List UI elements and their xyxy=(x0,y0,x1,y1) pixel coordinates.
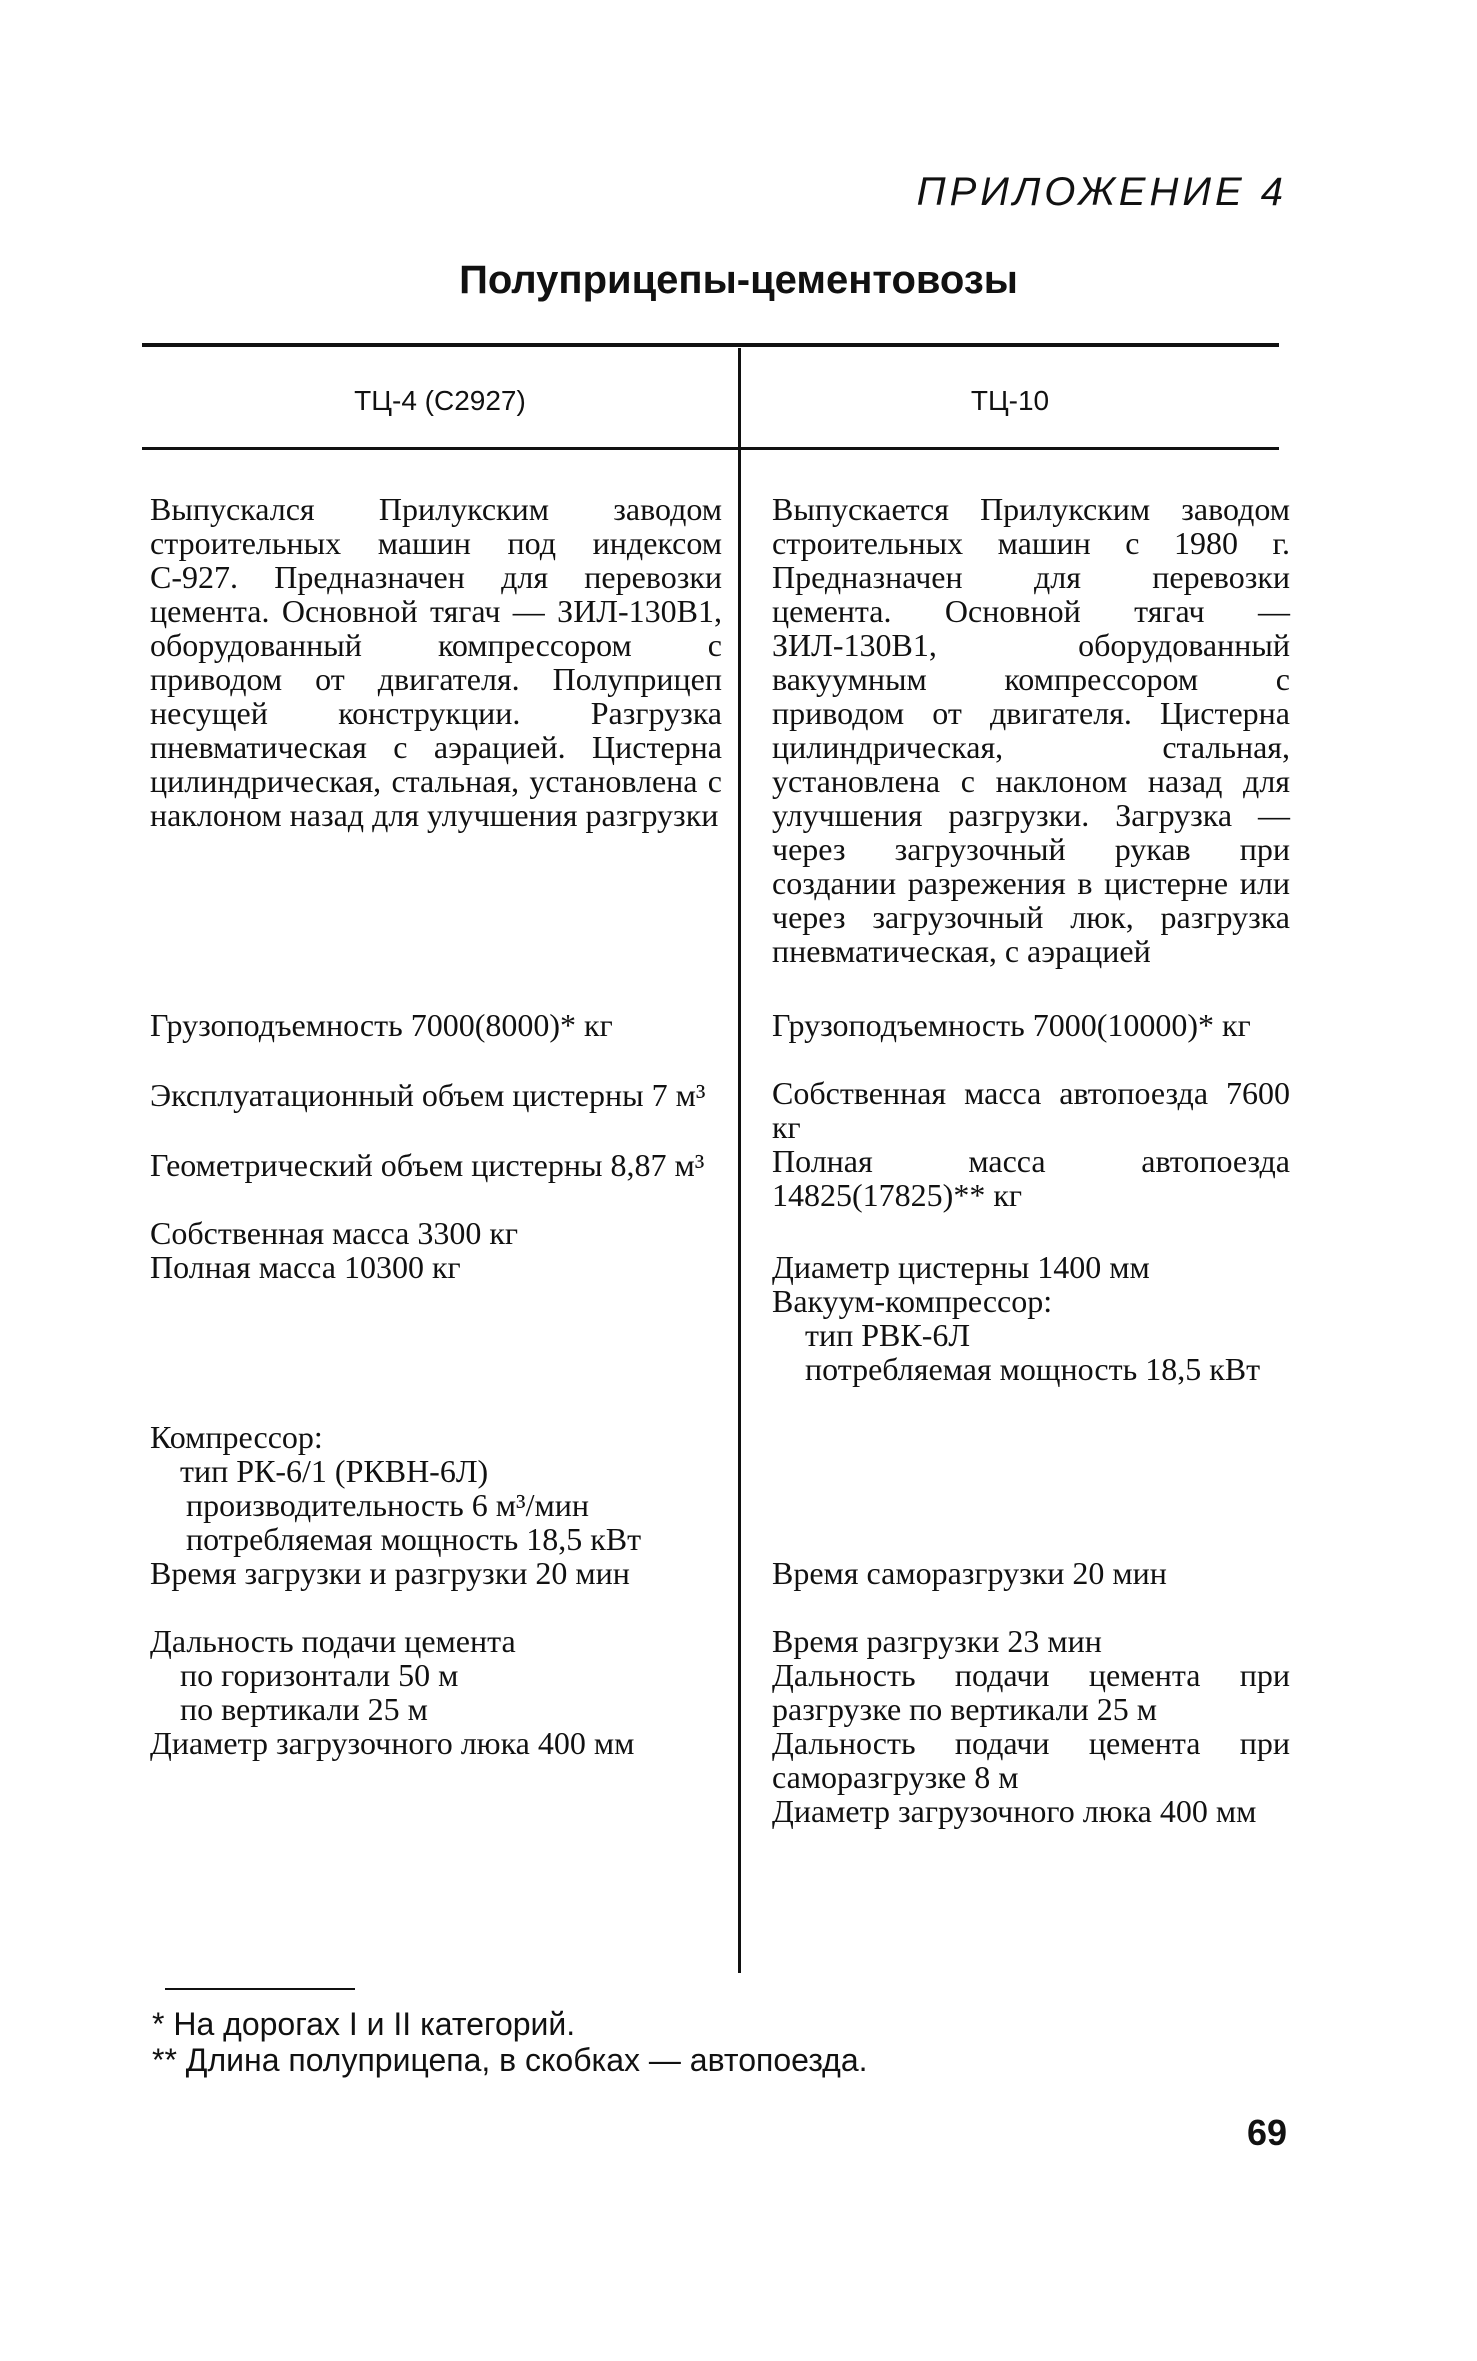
appendix-label: ПРИЛОЖЕНИЕ 4 xyxy=(916,170,1287,214)
column-divider xyxy=(738,348,741,1973)
column-header-tc4: ТЦ-4 (С2927) xyxy=(354,385,526,416)
tc4-geometric-volume: Геометрический объем цистерны 8,87 м³ xyxy=(150,1147,705,1183)
tc4-description: Выпускался Прилукским заводом строительных машин под индексом С-927. Предназначен для перевозки цемента. Основной тягач — ЗИЛ-130В1, оборудованный компрессором с приводом от двигателя. Полуприцеп несущей конструкции. Разгрузка пневматическая с аэрацией. Цистерна цилиндрическая, стальная, установлена с наклоном назад для улучшения разгрузки xyxy=(150,491,722,833)
tc10-hatch: Диаметр загрузочного люка 400 мм xyxy=(772,1793,1257,1829)
column-header-tc10: ТЦ-10 xyxy=(970,385,1050,416)
footnote-2: ** Длина полуприцепа, в скобках — автопоезда. xyxy=(152,2042,868,2078)
tc4-compressor: Компрессор: xyxy=(150,1419,323,1455)
footnote-rule xyxy=(165,1988,355,1990)
tc4-own-mass: Собственная масса 3300 кг xyxy=(150,1215,519,1251)
page-number: 69 xyxy=(1246,2112,1287,2153)
footnote-1: * На дорогах I и II категорий. xyxy=(152,2006,576,2042)
table-header-rule xyxy=(142,447,1279,450)
tc10-distance-self: Дальность подачи цемента при саморазгрузке 8 м xyxy=(772,1725,1290,1795)
tc4-hatch: Диаметр загрузочного люка 400 мм xyxy=(150,1725,635,1761)
tc4-compressor-type: тип РК-6/1 (РКВН-6Л) xyxy=(180,1453,489,1489)
table-top-rule xyxy=(142,343,1279,347)
tc4-compressor-output: производительность 6 м³/мин xyxy=(186,1487,589,1523)
tc10-distance-vertical: Дальность подачи цемента при разгрузке по вертикали 25 м xyxy=(772,1657,1290,1727)
tc10-self-unload-time: Время саморазгрузки 20 мин xyxy=(772,1555,1167,1591)
tc10-full-mass: Полная масса автопоезда 14825(17825)** кг xyxy=(772,1143,1290,1213)
tc10-vc-power: потребляемая мощность 18,5 кВт xyxy=(805,1351,1261,1387)
tc10-vacuum-compressor: Вакуум-компрессор: xyxy=(772,1283,1053,1319)
tc10-capacity: Грузоподъемность 7000(10000)* кг xyxy=(772,1007,1251,1043)
tc4-load-time: Время загрузки и разгрузки 20 мин xyxy=(150,1555,630,1591)
tc10-description: Выпускается Прилукским заводом строительных машин с 1980 г. Предназначен для перевозки цемента. Основной тягач — ЗИЛ-130В1, оборудованный вакуумным компрессором с приводом от двигателя. Цистерна цилиндрическая, стальная, установлена с наклоном назад для улучшения разгрузки. Загрузка — через загрузочный рукав при создании разрежения в цистерне или через загрузочный люк, разгрузка пневматическая, с аэрацией xyxy=(772,491,1290,969)
tc4-operational-volume: Эксплуатационный объем цистерны 7 м³ xyxy=(150,1077,706,1113)
tc4-distance: Дальность подачи цемента xyxy=(150,1623,516,1659)
tc4-capacity: Грузоподъемность 7000(8000)* кг xyxy=(150,1007,613,1043)
tc10-tank-diameter: Диаметр цистерны 1400 мм xyxy=(772,1249,1150,1285)
page-title: Полуприцепы-цементовозы xyxy=(459,258,1018,302)
tc4-distance-horizontal: по горизонтали 50 м xyxy=(180,1657,459,1693)
tc4-compressor-power: потребляемая мощность 18,5 кВт xyxy=(186,1521,642,1557)
tc10-own-mass: Собственная масса автопоезда 7600 кг xyxy=(772,1075,1290,1145)
tc10-unload-time: Время разгрузки 23 мин xyxy=(772,1623,1102,1659)
tc4-distance-vertical: по вертикали 25 м xyxy=(180,1691,428,1727)
tc10-vc-type: тип РВК-6Л xyxy=(805,1317,971,1353)
tc4-full-mass: Полная масса 10300 кг xyxy=(150,1249,461,1285)
